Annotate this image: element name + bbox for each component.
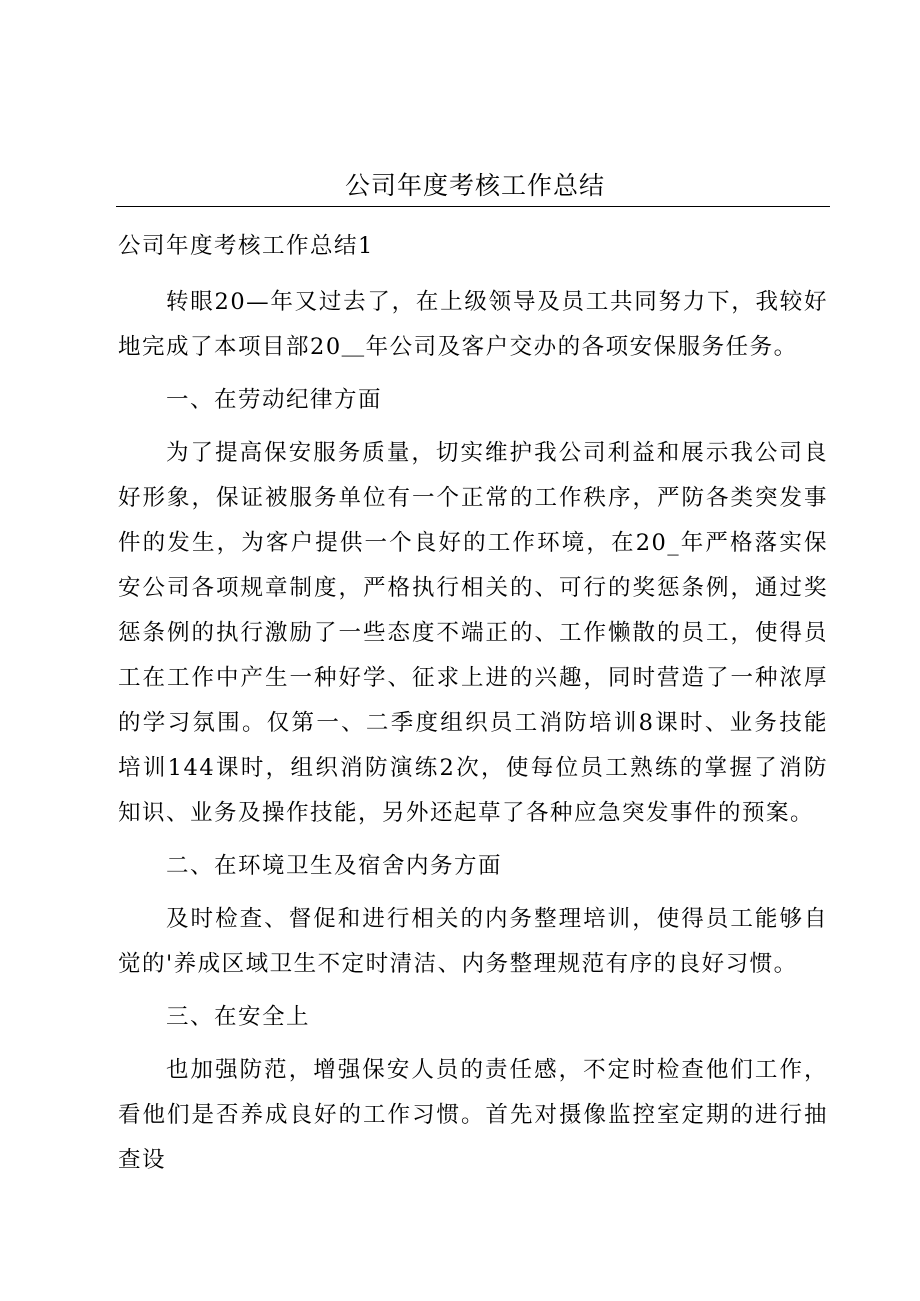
- title-underline: [116, 206, 830, 207]
- paragraph-labor-discipline: 为了提高保安服务质量，切实维护我公司利益和展示我公司良好形象，保证被服务单位有一个正常的工作秩序，严防各类突发事件的发生，为客户提供一个良好的工作环境，在20_年严格落实保安公司各项规章制度，严格执行相关的、可行的奖惩条例，通过奖惩条例的执行激励了一些态度不端正的、工作懒散的员工，使得员工在工作中产生一种好学、征求上进的兴趣，同时营造了一种浓厚的学习氛围。仅第一、二季度组织员工消防培训8课时、业务技能培训144课时，组织消防演练2次，使每位员工熟练的掌握了消防知识、业务及操作技能，另外还起草了各种应急突发事件的预案。: [118, 440, 828, 826]
- section-heading-hygiene: 二、在环境卫生及宿舍内务方面: [166, 853, 503, 879]
- paragraph-intro: 转眼20—年又过去了，在上级领导及员工共同努力下，我较好地完成了本项目部20＿年公司及客户交办的各项安保服务任务。: [118, 289, 828, 360]
- document-body: [118, 224, 828, 1183]
- document-title: 公司年度考核工作总结: [344, 171, 605, 200]
- paragraph-safety: 也加强防范，增强保安人员的责任感，不定时检查他们工作，看他们是否养成良好的工作习惯。首先对摄像监控室定期的进行抽查设: [118, 1057, 828, 1173]
- section-subtitle: 公司年度考核工作总结1: [118, 233, 374, 259]
- paragraph-hygiene: 及时检查、督促和进行相关的内务整理培训，使得员工能够自觉的'养成区域卫生不定时清洁、内务整理规范有序的良好习惯。: [118, 906, 828, 977]
- section-heading-labor-discipline: 一、在劳动纪律方面: [166, 387, 383, 413]
- section-heading-safety: 三、在安全上: [166, 1004, 311, 1030]
